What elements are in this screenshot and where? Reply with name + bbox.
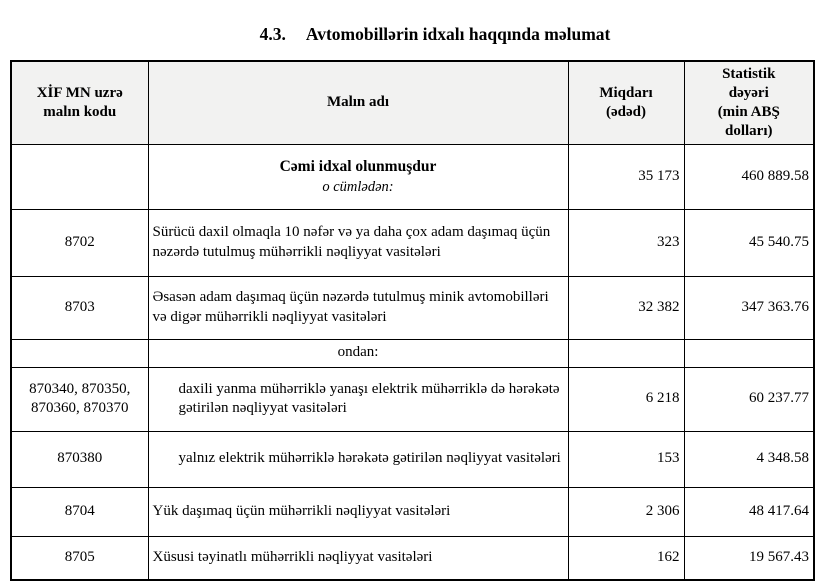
table-row-subgroup-label — [11, 339, 814, 367]
cell-name: daxili yanma mühərriklə yanaşı elektrik mühərriklə də hərəkətə gətirilən nəqliyyat vasitələri — [148, 367, 568, 431]
cell-name: Sürücü daxil olmaqla 10 nəfər və ya daha çox adam daşımaq üçün nəzərdə tutulmuş mühərrikli nəqliyyat vasitələri — [148, 209, 568, 276]
column-header-name-line1: Malın adı — [326, 94, 390, 111]
table-row — [11, 367, 814, 431]
cell-value: 60 237.77 — [684, 367, 814, 431]
cell-code: 870380 — [11, 431, 148, 487]
column-header-code-line2: malın kodu — [43, 103, 117, 120]
column-header-value-line4: dolları) — [725, 122, 773, 139]
section-heading — [0, 0, 822, 45]
cell-value: 460 889.58 — [684, 144, 814, 209]
table-header-row — [11, 61, 814, 144]
table-row — [11, 209, 814, 276]
cell-name: yalnız elektrik mühərriklə hərəkətə gətirilən nəqliyyat vasitələri — [148, 431, 568, 487]
cell-quantity — [568, 339, 684, 367]
cell-quantity: 35 173 — [568, 144, 684, 209]
table-row — [11, 276, 814, 339]
cell-code: 8705 — [11, 536, 148, 580]
cell-value: 19 567.43 — [684, 536, 814, 580]
cell-name: Əsasən adam daşımaq üçün nəzərdə tutulmuş minik avtomobilləri və digər mühərrikli nəqliyyat vasitələri — [148, 276, 568, 339]
column-header-name — [148, 61, 568, 144]
column-header-code — [11, 61, 148, 144]
cell-name: Yük daşımaq üçün mühərrikli nəqliyyat vasitələri — [148, 487, 568, 536]
section-title-text: Avtomobillərin idxalı haqqında məlumat — [305, 24, 611, 44]
table-row — [11, 487, 814, 536]
cell-code — [11, 339, 148, 367]
cell-name: Xüsusi təyinatlı mühərrikli nəqliyyat vasitələri — [148, 536, 568, 580]
cell-value: 48 417.64 — [684, 487, 814, 536]
section-number: 4.3. — [259, 24, 286, 44]
cell-value — [684, 339, 814, 367]
column-header-value-line2: dəyəri — [728, 85, 769, 101]
cell-code: 8703 — [11, 276, 148, 339]
cell-quantity: 153 — [568, 431, 684, 487]
column-header-quantity-line2: (ədəd) — [606, 103, 646, 120]
column-header-quantity-line1: Miqdarı — [599, 85, 653, 101]
total-label: Cəmi idxal olunmuşdur — [279, 157, 437, 175]
column-header-value-line3: (min ABŞ — [717, 103, 780, 120]
cell-value: 4 348.58 — [684, 431, 814, 487]
column-header-quantity — [568, 61, 684, 144]
cell-value: 45 540.75 — [684, 209, 814, 276]
cell-quantity: 32 382 — [568, 276, 684, 339]
cell-value: 347 363.76 — [684, 276, 814, 339]
column-header-code-line1: XİF MN uzrə — [36, 85, 123, 101]
table-row — [11, 536, 814, 580]
table-row-total — [11, 144, 814, 209]
cell-name — [148, 144, 568, 209]
column-header-value — [684, 61, 814, 144]
cell-code — [11, 144, 148, 209]
cell-quantity: 2 306 — [568, 487, 684, 536]
cell-code: 8702 — [11, 209, 148, 276]
total-note: o cümlədən: — [322, 178, 394, 195]
table-row — [11, 431, 814, 487]
cell-quantity: 323 — [568, 209, 684, 276]
import-data-table — [10, 60, 815, 581]
cell-quantity: 162 — [568, 536, 684, 580]
cell-code: 870340, 870350, 870360, 870370 — [11, 367, 148, 431]
cell-code: 8704 — [11, 487, 148, 536]
column-header-value-line1: Statistik — [722, 66, 776, 83]
cell-quantity: 6 218 — [568, 367, 684, 431]
cell-name: ondan: — [148, 339, 568, 367]
